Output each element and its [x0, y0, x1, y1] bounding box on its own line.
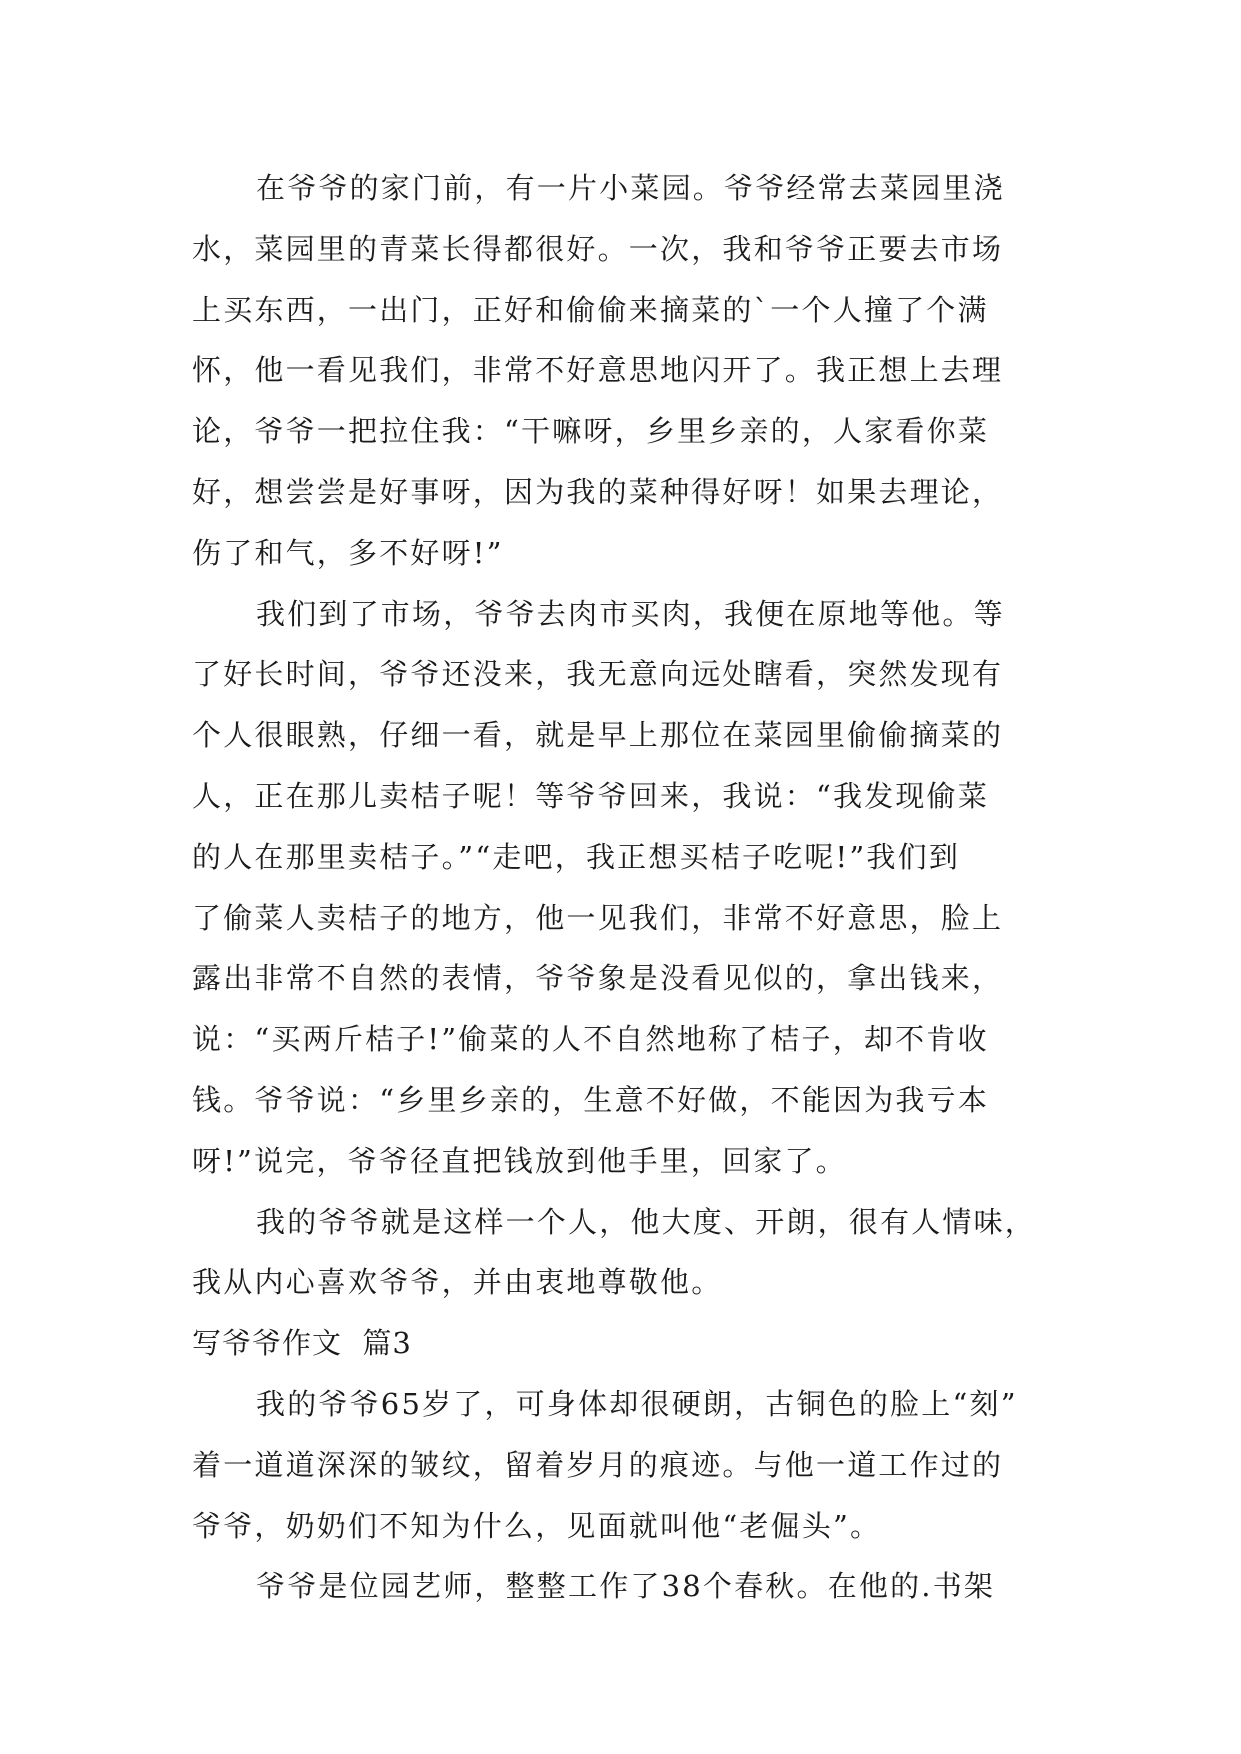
text-line: 爷爷，奶奶们不知为什么，见面就叫他“老倔头”。	[192, 1508, 882, 1543]
text-line: 着一道道深深的皱纹，留着岁月的痕迹。与他一道工作过的	[192, 1447, 1004, 1482]
text-line: 水，菜园里的青菜长得都很好。一次，我和爷爷正要去市场	[192, 231, 1004, 266]
text-line: 怀，他一看见我们，非常不好意思地闪开了。我正想上去理	[192, 353, 1004, 388]
text-line: 我的爷爷65岁了，可身体却很硬朗，古铜色的脸上“刻”	[256, 1386, 1018, 1421]
text-line: 个人很眼熟，仔细一看，就是早上那位在菜园里偷偷摘菜的	[192, 718, 1004, 753]
text-line: 呀!”说完，爷爷径直把钱放到他手里，回家了。	[192, 1143, 847, 1178]
text-line: 人，正在那儿卖桔子呢！等爷爷回来，我说：“我发现偷菜	[192, 778, 990, 813]
text-line: 我们到了市场，爷爷去肉市买肉，我便在原地等他。等	[256, 596, 1005, 631]
text-line: 了偷菜人卖桔子的地方，他一见我们，非常不好意思，脸上	[192, 900, 1004, 935]
text-line: 好，想尝尝是好事呀，因为我的菜种得好呀！如果去理论，	[192, 474, 1004, 509]
document-page	[192, 158, 1052, 1617]
text-line: 了好长时间，爷爷还没来，我无意向远处瞎看，突然发现有	[192, 657, 1004, 692]
text-line: 的人在那里卖桔子。”“走吧，我正想买桔子吃呢!”我们到	[192, 839, 961, 874]
text-line: 爷爷是位园艺师，整整工作了38个春秋。在他的.书架	[256, 1569, 996, 1604]
text-line: 说：“买两斤桔子!”偷菜的人不自然地称了桔子，却不肯收	[192, 1022, 989, 1057]
text-line: 伤了和气，多不好呀!”	[192, 535, 504, 570]
text-line: 论，爷爷一把拉住我：“干嘛呀，乡里乡亲的，人家看你菜	[192, 414, 990, 449]
text-line: 露出非常不自然的表情，爷爷象是没看见似的，拿出钱来，	[192, 961, 1004, 996]
text-line: 在爷爷的家门前，有一片小菜园。爷爷经常去菜园里浇	[256, 171, 1005, 205]
text-line: 上买东西，一出门，正好和偷偷来摘菜的`一个人撞了个满	[192, 292, 989, 327]
text-line: 钱。爷爷说：“乡里乡亲的，生意不好做，不能因为我亏本	[192, 1082, 990, 1117]
section-heading: 写爷爷作文 篇3	[192, 1326, 412, 1361]
text-line: 我的爷爷就是这样一个人，他大度、开朗，很有人情味，	[256, 1204, 1037, 1239]
text-line: 我从内心喜欢爷爷，并由衷地尊敬他。	[192, 1265, 723, 1300]
